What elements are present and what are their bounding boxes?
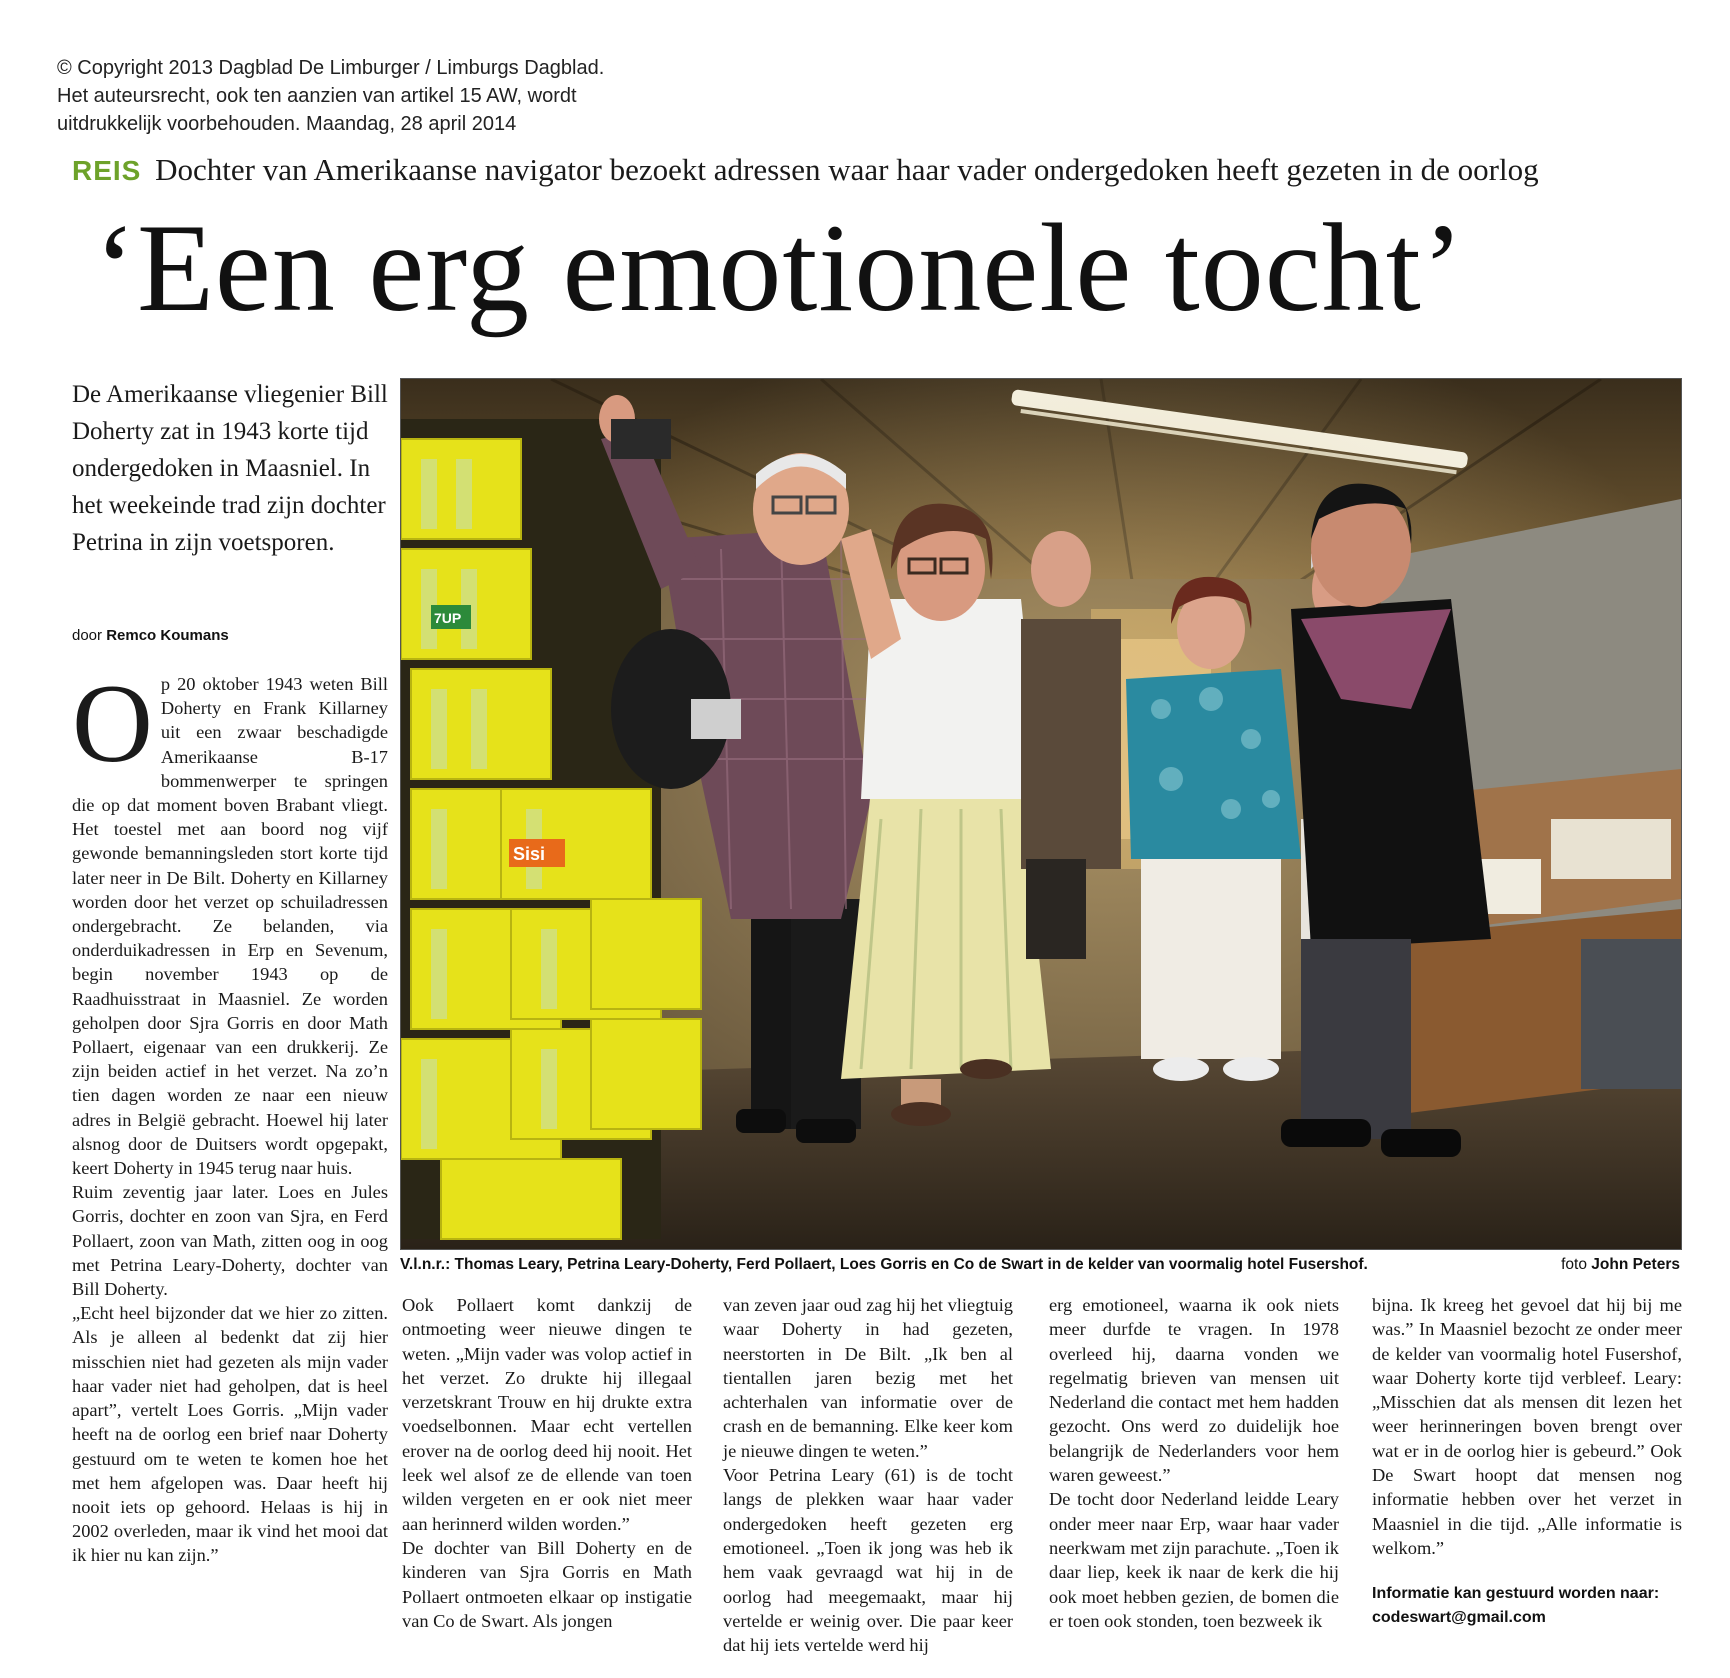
article-photo: [400, 378, 1682, 1250]
paragraph-text: p 20 oktober 1943 weten Bill Doherty en Frank Killarney uit een zwaar beschadigde Amerikaanse B-17 bommenwerper te springen die op dat moment boven Brabant vliegt. Het toestel met aan boord nog vijf gewonde bemanningsleden stort korte tijd later neer in De Bilt. Doherty en Killarney worden door het verzet op schuiladressen ondergebracht. Ze belanden, via onderduikadressen in Erp en Sevenum, begin november 1943 op de Raadhuisstraat in Maasniel. Ze worden geholpen door Sjra Gorris en door Math Pollaert, eigenaar van een drukkerij. Ze zijn beiden actief in het verzet. Na zo’n tien dagen worden ze naar een nieuw adres in België gebracht. Hoewel hij later alsnog door de Duitsers wordt opgepakt, keert Doherty in 1945 terug naar huis.: [72, 674, 388, 1179]
intro-text: De Amerikaanse vliegenier Bill Doherty zat in 1943 korte tijd ondergedoken in Maasniel. In het weekeinde trad zijn dochter Petrina in zijn voetsporen.: [72, 381, 388, 556]
article-paragraph: bijna. Ik kreeg het gevoel dat hij bij me was.” In Maasniel bezocht ze onder meer de kelder van voormalig hotel Fusershof, waar Doherty korte tijd verbleef. Leary: „Misschien dat als mensen dit lezen het weer herinneringen boven brengt over wat er in de oorlog hier is gebeurd.” Ook De Swart hoopt dat mensen nog informatie hebben over het verzet in Maasniel in die tijd. „Alle informatie is welkom.”: [1372, 1295, 1682, 1558]
copyright-line: uitdrukkelijk voorbehouden. Maandag, 28 april 2014: [57, 113, 517, 135]
photographer-name: John Peters: [1591, 1256, 1680, 1273]
contact-info: [1372, 1582, 1682, 1630]
section-tag: REIS: [72, 155, 142, 186]
cellar-photo-illustration: [401, 379, 1681, 1249]
headline: ‘Een erg emotionele tocht’: [94, 199, 1465, 338]
photo-credit: [1561, 1254, 1680, 1276]
kicker-text: Dochter van Amerikaanse navigator bezoekt adressen waar haar vader ondergedoken heeft gezeten in de oorlog: [155, 152, 1539, 187]
kicker: [72, 150, 1712, 191]
contact-email: codeswart@gmail.com: [1372, 1609, 1546, 1627]
article-paragraph: [72, 662, 388, 1180]
drop-cap: O: [72, 662, 153, 786]
crate-label: 7UP: [434, 610, 462, 626]
article-column-2: [402, 1293, 692, 1633]
credit-prefix: foto: [1561, 1256, 1587, 1273]
photo-caption: [400, 1254, 1680, 1276]
article-paragraph: Ook Pollaert komt dankzij de ontmoeting weer nieuwe dingen te weten. „Mijn vader was volop actief in het verzet. Zo drukte hij illegaal verzetskrant Trouw en hij drukte extra voedselbonnen. Maar echt vertellen erover na de oorlog deed hij nooit. Het leek wel alsof ze de ellende van toen wilden vergeten en er ook niet meer aan herinnerd wilden worden.”: [402, 1295, 692, 1534]
article-column-4: [1049, 1293, 1339, 1633]
intro-paragraph: [72, 376, 392, 561]
contact-label: Informatie kan gestuurd worden naar:: [1372, 1585, 1660, 1603]
article-paragraph: Voor Petrina Leary (61) is de tocht langs de plekken waar haar vader ondergedoken heeft gezeten erg emotioneel. „Toen ik jong was heb ik hem vaak gevraagd wat hij in de oorlog had meegemaakt, maar hij vertelde er weinig over. Die paar keer dat hij iets vertelde werd hij: [723, 1465, 1013, 1656]
article-paragraph: De tocht door Nederland leidde Leary onder meer naar Erp, waar haar vader neerkwam met zijn parachute. „Toen ik daar liep, keek ik naar de kerk die hij ook moet hebben gezien, de bomen die er toen ook stonden, toen bezweek ik: [1049, 1489, 1339, 1631]
byline-prefix: door: [72, 627, 103, 644]
article-paragraph: erg emotioneel, waarna ik ook niets meer durfde te vragen. In 1978 overleed hij, daarna vonden we regelmatig brieven van mensen uit Nederland die contact met hem hadden gezocht. Ons werd zo duidelijk hoe belangrijk de Nederlanders voor hem waren geweest.”: [1049, 1295, 1339, 1486]
byline: [72, 626, 229, 646]
article-column-1: [72, 662, 388, 1568]
article-paragraph: „Echt heel bijzonder dat we hier zo zitten. Als je alleen al bedenkt dat zij hier misschien niet had gezeten als mijn vader haar vader niet had geholpen, dat is heel apart”, vertelt Loes Gorris. „Mijn vader heeft na de oorlog een brief naar Doherty gestuurd om te weten te komen hoe het met hem afgelopen was. Daar heeft hij nooit iets op gehoord. Helaas is hij in 2002 overleden, maar ik vind het mooi dat ik hier nu kan zijn.”: [72, 1303, 388, 1566]
article-column-3: [723, 1293, 1013, 1657]
copyright-line: Het auteursrecht, ook ten aanzien van artikel 15 AW, wordt: [57, 85, 577, 107]
copyright-line: © Copyright 2013 Dagblad De Limburger / Limburgs Dagblad.: [57, 57, 605, 79]
crate-label: Sisi: [513, 844, 546, 864]
caption-text: V.l.n.r.: Thomas Leary, Petrina Leary-Doherty, Ferd Pollaert, Loes Gorris en Co de Swart in de kelder van voormalig hotel Fusershof.: [400, 1256, 1368, 1273]
author-name: Remco Koumans: [106, 627, 229, 644]
article-paragraph: Ruim zeventig jaar later. Loes en Jules Gorris, dochter en zoon van Sjra, en Ferd Pollaert, zoon van Math, zitten oog in oog met Petrina Leary-Doherty, dochter van Bill Doherty.: [72, 1182, 388, 1300]
article-paragraph: De dochter van Bill Doherty en de kinderen van Sjra Gorris en Math Pollaert ontmoeten elkaar op instigatie van Co de Swart. Als jongen: [402, 1537, 692, 1631]
article-paragraph: van zeven jaar oud zag hij het vliegtuig waar Doherty in had gezeten, neerstorten in De Bilt. „Ik ben al tientallen jaren bezig met het achterhalen van informatie over de crash en de bemanning. Elke keer kom je nieuwe dingen te weten.”: [723, 1295, 1013, 1461]
copyright-notice: [57, 54, 677, 138]
article-column-5: [1372, 1293, 1682, 1630]
